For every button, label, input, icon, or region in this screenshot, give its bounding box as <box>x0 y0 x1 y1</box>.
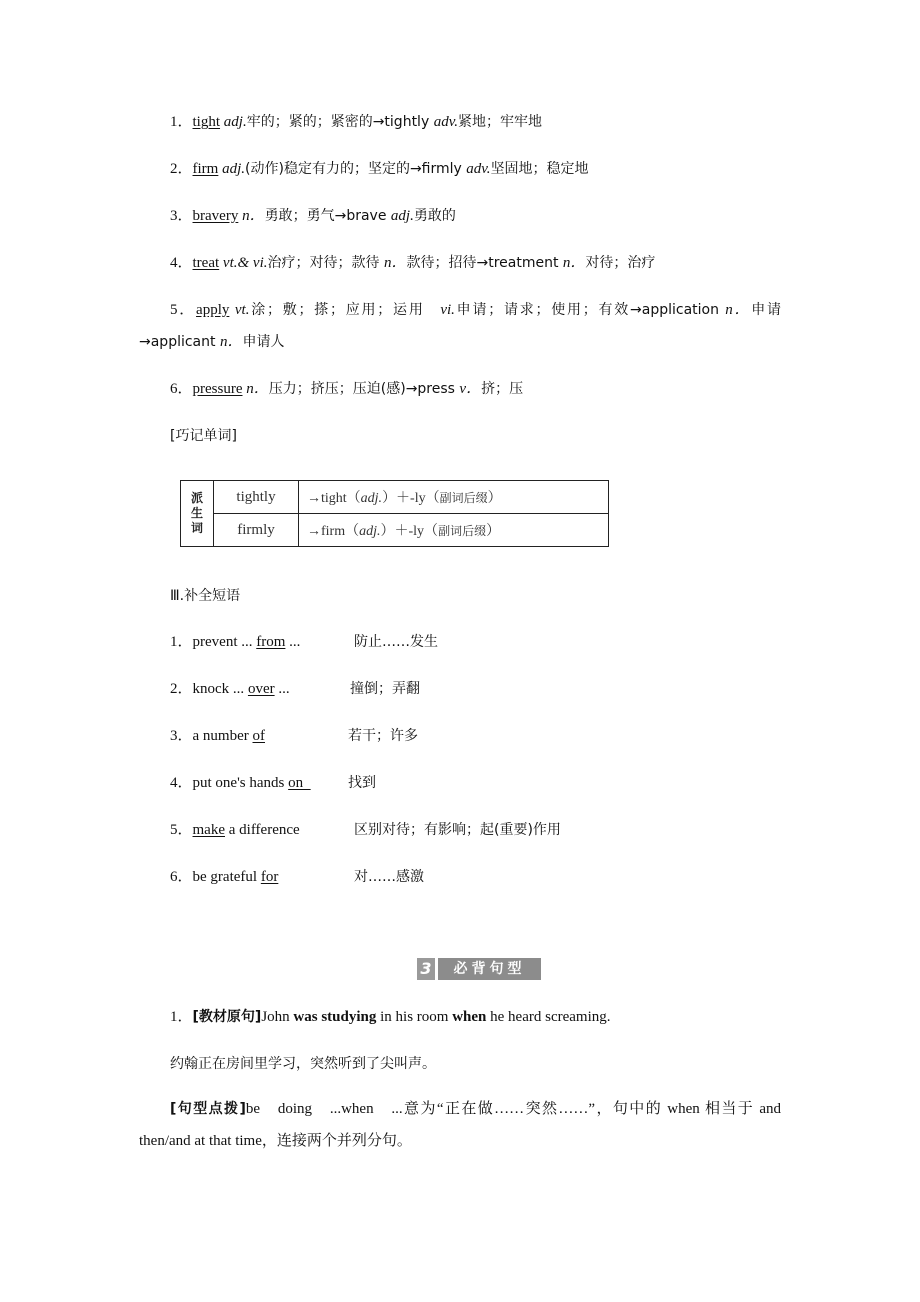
phrase-item <box>170 867 424 887</box>
phrase-heading: Ⅲ.补全短语 <box>170 588 241 604</box>
definition: 对待；治疗 <box>585 255 656 271</box>
section-badge <box>417 958 541 980</box>
tip-tag: [句型点拨] <box>170 1101 246 1117</box>
rule-paren: （ <box>345 524 360 539</box>
definition: 申请→applicant <box>139 302 782 350</box>
item-number: 1． <box>170 1009 193 1025</box>
sentence-text: John <box>261 1009 294 1025</box>
definition: 坚固地；稳定地 <box>490 161 589 177</box>
item-number: 4． <box>170 255 193 271</box>
part-of-speech: vi. <box>440 302 455 318</box>
table-row <box>181 481 609 514</box>
side-label <box>181 481 214 547</box>
vocab-item <box>139 294 781 358</box>
sentence-tag: [教材原句] <box>192 1009 262 1025</box>
phrase-item <box>170 820 561 840</box>
rule-suffix: ）＋-ly（ <box>382 491 440 506</box>
vocab-word: bravery <box>192 208 239 224</box>
pattern-tip <box>139 1093 781 1157</box>
derived-word: firmly <box>214 514 299 547</box>
phrase-text: be grateful <box>192 869 261 885</box>
phrase-meaning: 若干；许多 <box>348 728 418 744</box>
sentence-key: when <box>452 1009 487 1025</box>
part-of-speech: adj. <box>223 114 247 130</box>
rule-pos: adj. <box>360 491 383 506</box>
sentence-text: in his room <box>376 1009 453 1025</box>
vocab-item <box>170 159 589 179</box>
definition: 挤；压 <box>481 381 524 397</box>
part-of-speech: adj. <box>222 161 246 177</box>
section-number: 3 <box>417 958 435 980</box>
side-label-char: 派 <box>190 491 203 505</box>
phrase-answer: make <box>192 822 225 838</box>
phrase-text: a number <box>192 728 253 744</box>
item-number: 2． <box>170 681 193 697</box>
vocab-item <box>170 379 523 399</box>
phrase-text: prevent ... <box>192 634 257 650</box>
item-number: 2． <box>170 161 193 177</box>
phrase-item <box>170 632 438 652</box>
vocab-word: treat <box>192 255 220 271</box>
sentence-key: was studying <box>293 1009 377 1025</box>
phrase-text: put one's hands <box>192 775 289 791</box>
phrase-answer: from <box>256 634 286 650</box>
rule-paren: （ <box>346 491 361 506</box>
vocab-item <box>170 112 542 132</box>
item-number: 4． <box>170 775 193 791</box>
rule-suffix: ）＋-ly（ <box>380 524 439 539</box>
sentence-item <box>170 1007 611 1027</box>
part-of-speech: v． <box>459 381 482 397</box>
table-row <box>181 514 609 547</box>
sentence-text: he heard screaming. <box>486 1009 611 1025</box>
phrase-text: a difference <box>225 822 300 838</box>
derivation-table <box>180 480 609 547</box>
item-number: 5． <box>170 822 193 838</box>
definition: 申请；请求；使用；有效→application <box>454 302 726 318</box>
rule-note: 副词后缀 <box>439 491 488 505</box>
phrase-item <box>170 773 376 793</box>
phrase-item <box>170 679 420 699</box>
part-of-speech: n． <box>383 255 407 271</box>
part-of-speech: n． <box>219 334 243 350</box>
phrase-answer: over <box>247 681 275 697</box>
definition: 申请人 <box>242 334 285 350</box>
derivation-rule <box>299 481 609 514</box>
derivation-rule <box>299 514 609 547</box>
item-number: 6． <box>170 381 193 397</box>
phrase-meaning: 防止……发生 <box>354 634 438 650</box>
part-of-speech: adj. <box>390 208 414 224</box>
definition: 治疗；对待；款待 <box>267 255 384 271</box>
item-number: 1． <box>170 634 193 650</box>
phrase-meaning: 撞倒；弄翻 <box>350 681 420 697</box>
definition: 款待；招待→treatment <box>406 255 563 271</box>
phrase-text: ... <box>285 634 301 650</box>
part-of-speech: n． <box>242 208 265 224</box>
rule-pos: adj. <box>359 524 381 539</box>
definition: 紧地；牢牢地 <box>457 114 542 130</box>
vocab-word: pressure <box>192 381 243 397</box>
vocab-word: firm <box>192 161 219 177</box>
rule-paren: ） <box>487 491 502 506</box>
part-of-speech: vt.& vi. <box>222 255 268 271</box>
item-number: 1． <box>170 114 193 130</box>
part-of-speech: vt. <box>234 302 250 318</box>
phrase-answer: on <box>288 775 311 791</box>
phrase-meaning: 找到 <box>348 775 376 791</box>
phrase-item <box>170 726 418 746</box>
vocab-item <box>170 206 456 226</box>
part-of-speech: n． <box>725 302 752 318</box>
part-of-speech: adv. <box>433 114 458 130</box>
phrase-text: ... <box>274 681 290 697</box>
part-of-speech: n． <box>246 381 269 397</box>
definition: 压力；挤压；压迫(感)→press <box>268 381 460 397</box>
phrase-meaning: 对……感激 <box>354 869 424 885</box>
vocab-item <box>170 253 655 273</box>
rule-paren: ） <box>486 524 501 539</box>
rule-note: 副词后缀 <box>438 524 487 538</box>
part-of-speech: adv. <box>466 161 491 177</box>
item-number: 6． <box>170 869 193 885</box>
vocab-word: tight <box>192 114 221 130</box>
derived-word: tightly <box>214 481 299 514</box>
phrase-text: knock ... <box>192 681 248 697</box>
side-label-char: 生 <box>190 506 203 520</box>
tip-text: be doing ...when ...意为“正在做……突然……”，句中的 when 相当于 and then/and at that time，连接两个并列分句。 <box>139 1101 782 1149</box>
item-number: 3． <box>170 208 193 224</box>
phrase-answer: for <box>260 869 279 885</box>
side-label-char: 词 <box>190 521 203 535</box>
definition: 勇敢的 <box>413 208 456 224</box>
definition: 勇敢；勇气→brave <box>264 208 391 224</box>
definition: 涂；敷；搽；应用；运用 <box>249 302 441 318</box>
part-of-speech: n． <box>562 255 586 271</box>
definition: (动作)稳定有力的；坚定的→firmly <box>245 161 467 177</box>
rule-root: →firm <box>307 524 346 539</box>
definition: 牢的；紧的；紧密的→tightly <box>246 114 434 130</box>
vocab-word: apply <box>196 302 230 318</box>
section-title: 必背句型 <box>438 958 541 980</box>
sentence-translation: 约翰正在房间里学习，突然听到了尖叫声。 <box>170 1056 436 1072</box>
item-number: 5． <box>170 302 197 318</box>
item-number: 3． <box>170 728 193 744</box>
phrase-meaning: 区别对待；有影响；起(重要)作用 <box>354 822 561 838</box>
rule-root: →tight <box>307 491 347 506</box>
memory-heading: [巧记单词] <box>170 428 237 444</box>
phrase-answer: of <box>252 728 265 744</box>
